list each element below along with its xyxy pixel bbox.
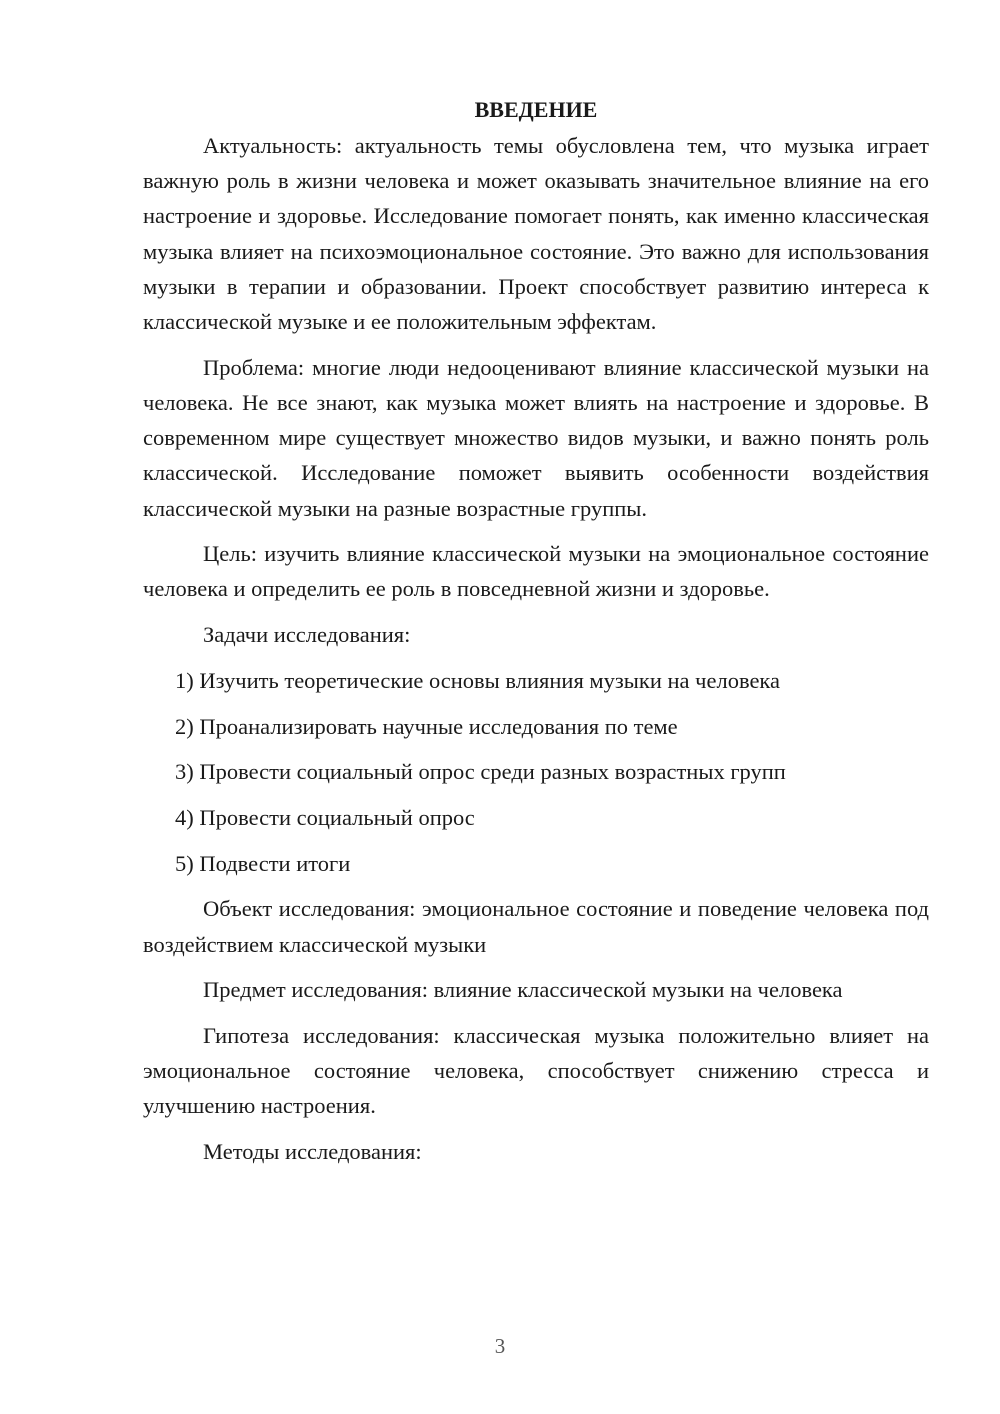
tasks-heading: Задачи исследования: bbox=[203, 622, 411, 648]
list-item: 5) Подвести итоги bbox=[175, 850, 351, 876]
problem-paragraph: Проблема: многие люди недооценивают влияние классической музыки на человека. Не все знают, как музыка может влиять на настроение и здоровье. В современном мире существует множество видов музыки, и важно понять роль классической. Исследование поможет выявить особенности воздействия классической музыки на разные возрастные группы. bbox=[143, 354, 929, 521]
goal-paragraph: Цель: изучить влияние классической музыки на эмоциональное состояние человека и определить ее роль в повседневной жизни и здоровье. bbox=[143, 541, 929, 602]
page-number: 3 bbox=[494, 1334, 506, 1358]
list-item: 3) Провести социальный опрос среди разных возрастных групп bbox=[175, 759, 786, 785]
relevance-paragraph: Актуальность: актуальность темы обусловлена тем, что музыка играет важную роль в жизни человека и может оказывать значительное влияние на его настроение и здоровье. Исследование помогает понять, как именно классическая музыка влияет на психоэмоциональное состояние. Это важно для использования музыки в терапии и образовании. Проект способствует развитию интереса к классической музыке и ее положительным эффектам. bbox=[143, 133, 929, 335]
object-paragraph: Объект исследования: эмоциональное состояние и поведение человека под воздействием классической музыки bbox=[143, 896, 929, 957]
list-item: 2) Проанализировать научные исследования по теме bbox=[175, 713, 678, 739]
document-page bbox=[143, 92, 929, 1169]
subject-paragraph: Предмет исследования: влияние классической музыки на человека bbox=[203, 977, 843, 1003]
list-item: 1) Изучить теоретические основы влияния музыки на человека bbox=[175, 667, 781, 693]
methods-heading: Методы исследования: bbox=[203, 1139, 422, 1165]
list-item: 4) Провести социальный опрос bbox=[175, 804, 475, 830]
section-title: ВВЕДЕНИЕ bbox=[474, 97, 598, 122]
hypothesis-paragraph: Гипотеза исследования: классическая музыка положительно влияет на эмоциональное состояние человека, способствует снижению стресса и улучшению настроения. bbox=[143, 1022, 929, 1119]
